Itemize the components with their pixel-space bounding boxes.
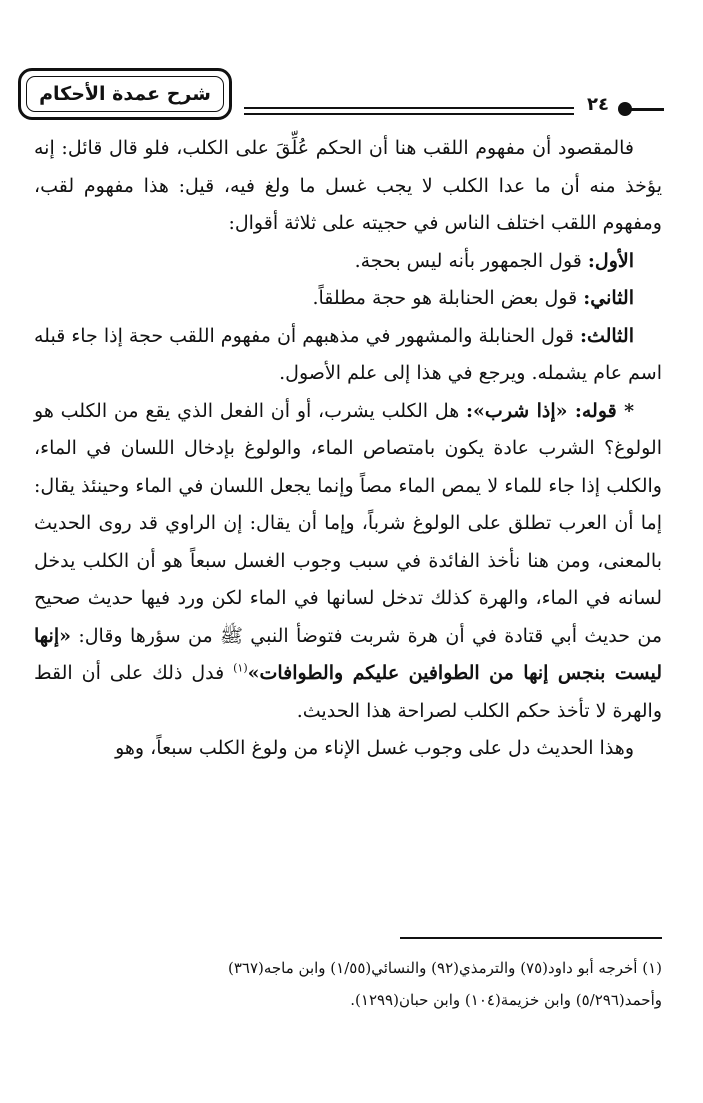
footnotes [34, 952, 662, 1016]
paragraph-intro: فالمقصود أن مفهوم اللقب هنا أن الحكم عُلِّقَ على الكلب، فلو قال قائل: إنه يؤخذ منه أن ما عدا الكلب لا يجب غسل ما ولغ فيه، قيل: هذا مفهوم لقب، ومفهوم اللقب اختلف الناس في حجيته على ثلاثة أقوال: [34, 137, 662, 234]
header-title-frame [18, 68, 232, 120]
footnote-marker: (١) [233, 661, 248, 675]
book-title: شرح عمدة الأحكام [39, 83, 211, 105]
opinion-label-third: الثالث: [579, 324, 634, 347]
header-rule-top [244, 107, 574, 109]
paragraph-commentary [34, 393, 662, 731]
opinion-text-third: قول الحنابلة والمشهور في مذهبهم أن مفهوم اللقب حجة إذا جاء قبله اسم عام يشمله. ويرجع في هذا إلى علم الأصول. [34, 324, 662, 384]
opinion-text-second: قول بعض الحنابلة هو حجة مطلقاً. [312, 287, 584, 309]
header-rule-bottom [244, 113, 574, 115]
hadith-quote: «إنها ليست بنجس إنها من الطوافين عليكم والطوافات» [34, 624, 662, 684]
paragraph-closing: وهذا الحديث دل على وجوب غسل الإناء من ولوغ الكلب سبعاً، وهو [115, 737, 634, 759]
opinion-label-second: الثاني: [583, 287, 634, 309]
footnote-line-2: وأحمد(٥/٢٩٦) وابن خزيمة(١٠٤) وابن حبان(١٢٩٩). [350, 991, 662, 1009]
paragraph-first-opinion [34, 243, 662, 281]
commentary-text-b: فدل ذلك على أن القط والهرة لا تأخذ حكم الكلب لصراحة هذا الحديث. [34, 662, 662, 722]
page-number: ٢٤ [587, 94, 609, 115]
paragraph-second-opinion [34, 280, 662, 318]
commentary-text-a: هل الكلب يشرب، أو أن الفعل الذي يقع من الكلب هو الولوغ؟ الشرب عادة يكون بامتصاص الماء، والولوغ بإدخال اللسان في الماء، والكلب إذا جاء للماء لا يمص الماء مصاً وإنما يجعل اللسان في الماء وحينئذ يقال: إما أن العرب تطلق على الولوغ شرباً، وإما أن يقال: إن الراوي قد روى الحديث بالمعنى، ومن هنا نأخذ الفائدة في سبب وجوب الغسل سبعاً هو أن الكلب يدخل لسانه في الماء، والهرة كذلك تدخل لسانها في الماء لكن ورد فيها حديث صحيح من حديث أبي قتادة في أن هرة شربت فتوضأ النبي ﷺ من سؤرها وقال: [34, 399, 662, 647]
opinion-label-first: الأول: [587, 249, 634, 272]
main-text [34, 130, 662, 768]
commentary-heading: * قوله: «إذا شرب»: [466, 399, 634, 422]
opinion-text-first: قول الجمهور بأنه ليس بحجة. [354, 249, 588, 272]
paragraph-third-opinion [34, 318, 662, 393]
footnote-line-1: (١) أخرجه أبو داود(٧٥) والترمذي(٩٢) والنسائي(١/٥٥) وابن ماجه(٣٦٧) [227, 959, 662, 977]
header-ornament-tail [630, 108, 664, 111]
footnote-separator [400, 937, 662, 939]
